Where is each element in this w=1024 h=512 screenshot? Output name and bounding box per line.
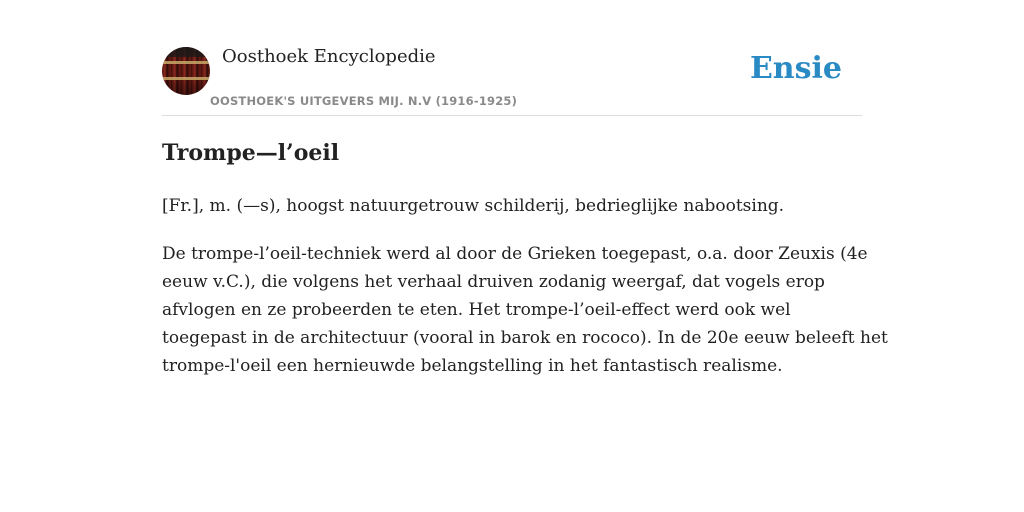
header xyxy=(162,46,862,116)
definition-paragraph: [Fr.], m. (—s), hoogst natuurgetrouw schilderij, bedrieglijke nabootsing. xyxy=(162,196,785,216)
body-line: De trompe-l’oeil-techniek werd al door de Grieken toegepast, o.a. door Zeuxis (4e xyxy=(162,244,868,264)
page-title: Trompe—l’oeil xyxy=(162,140,340,166)
body-paragraph xyxy=(162,240,888,380)
body-line: eeuw v.C.), die volgens het verhaal druiven zodanig weergaf, dat vogels erop xyxy=(162,272,825,292)
body-line: toegepast in de architectuur (vooral in barok en rococo). In de 20e eeuw beleeft het xyxy=(162,328,888,348)
body-line: trompe-l'oeil een hernieuwde belangstelling in het fantastisch realisme. xyxy=(162,356,783,376)
encyclopedia-books-icon[interactable] xyxy=(162,47,210,95)
site-name-link[interactable]: Oosthoek Encyclopedie xyxy=(222,46,436,67)
ensie-logo-link[interactable]: Ensie xyxy=(749,51,842,86)
publisher-label: OOSTHOEK'S UITGEVERS MIJ. N.V (1916-1925) xyxy=(210,94,518,108)
body-line: afvlogen en ze probeerden te eten. Het trompe-l’oeil-effect werd ook wel xyxy=(162,300,791,320)
